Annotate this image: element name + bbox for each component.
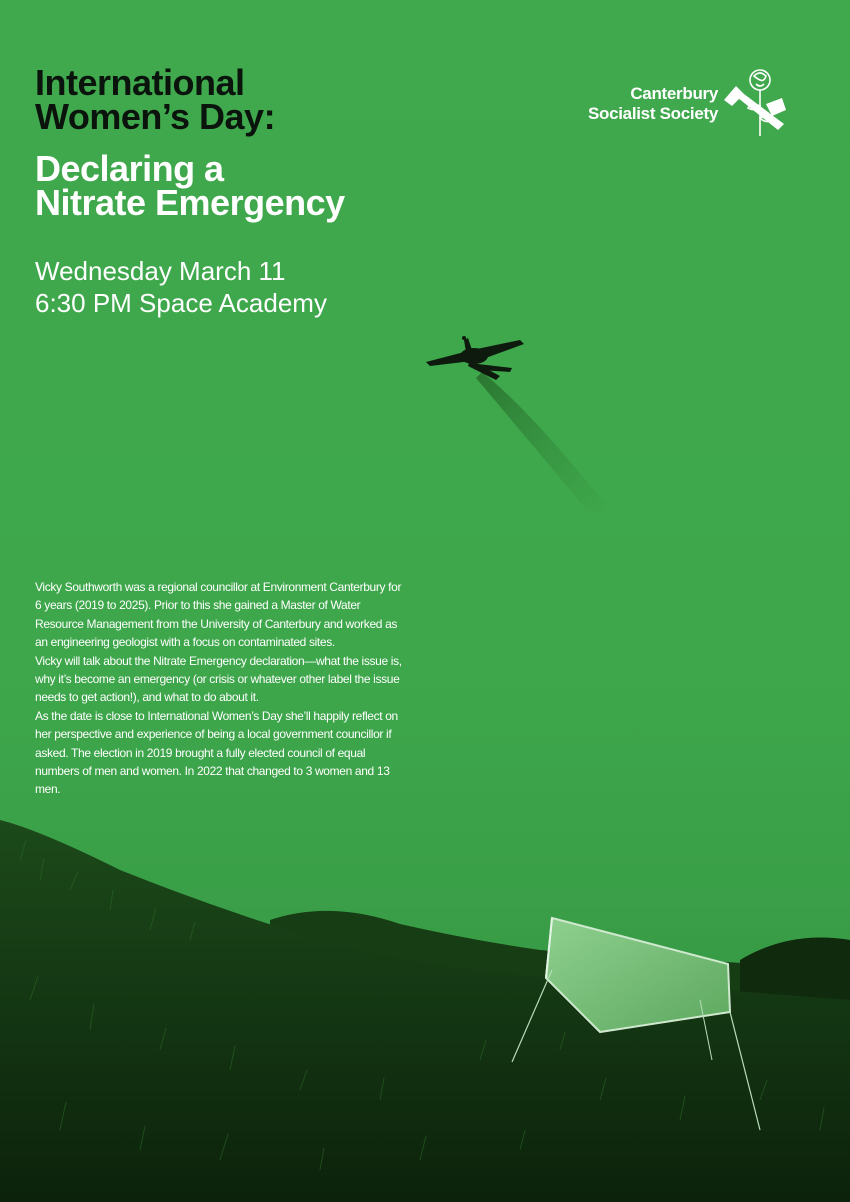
organization-name: Canterbury Socialist Society	[587, 84, 718, 123]
rose-and-hammer-icon	[722, 66, 786, 138]
description-paragraph: Vicky will talk about the Nitrate Emergency declaration—what the issue is, why it’s become an emergency (or crisis or whatever other label the issue needs to get action!), and what to do about it.	[35, 653, 402, 705]
crop-duster-plane-icon	[420, 330, 620, 520]
event-time-place: 6:30 PM Space Academy	[35, 288, 327, 318]
hillside-landscape-image	[0, 800, 850, 1202]
poster-subtitle: Declaring a Nitrate Emergency	[35, 148, 345, 223]
poster-title: International Women’s Day:	[35, 62, 276, 137]
event-date: Wednesday March 11	[35, 256, 286, 286]
description-paragraph: Vicky Southworth was a regional councillor at Environment Canterbury for 6 years (2019 to 2025). Prior to this she gained a Master of Water Resource Management from the University of Canterbury and worked as an engineering geologist with a focus on contaminated sites.	[35, 580, 402, 650]
event-description	[35, 578, 407, 799]
description-paragraph: As the date is close to International Women’s Day she’ll happily reflect on her perspective and experience of being a local government councillor if asked. The election in 2019 brought a fully elected council of equal numbers of men and women. In 2022 that changed to 3 women and 13 men.	[35, 708, 398, 797]
